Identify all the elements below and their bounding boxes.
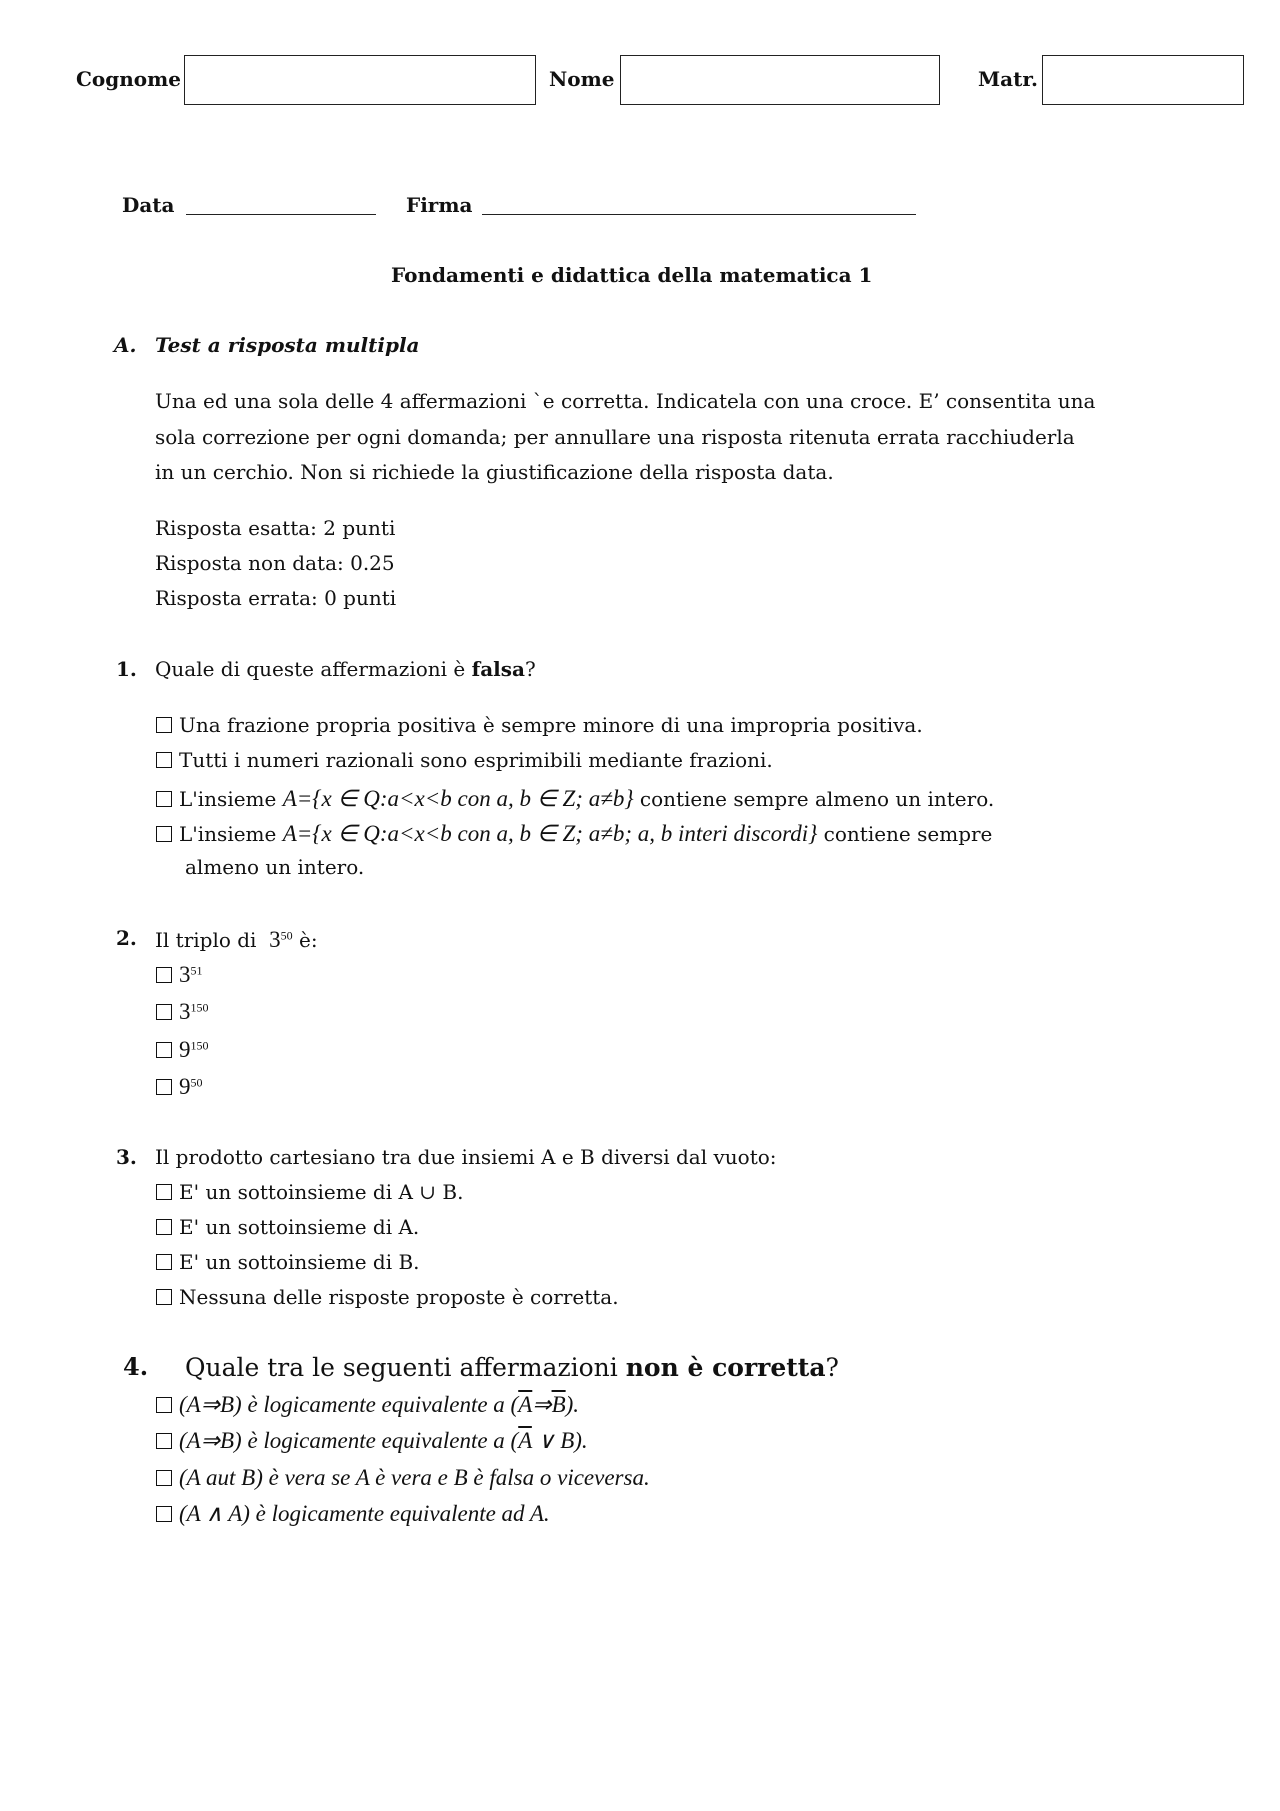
scoring-line: Risposta errata: 0 punti — [155, 586, 397, 610]
q2-option-2[interactable]: $3^{150}$ — [156, 1000, 209, 1023]
matr-field[interactable] — [1042, 55, 1244, 105]
q2-option-1[interactable]: $3^{51}$ — [156, 963, 203, 986]
page-title: Fondamenti e didattica della matematica 1 — [391, 263, 873, 287]
instructions-line: sola correzione per ogni domanda; per annullare una risposta ritenuta errata racchiuderla — [155, 425, 1075, 449]
q2-option-3[interactable]: $9^{150}$ — [156, 1038, 209, 1061]
q1-option-1[interactable]: Una frazione propria positiva è sempre minore di una impropria positiva. — [156, 715, 923, 735]
surname-field[interactable] — [184, 55, 536, 105]
q1-option-4[interactable]: L'insieme A={x ∈ Q:a<x<b con a, b ∈ Z; a≠b; a, b interi discordi} contiene sempre — [156, 822, 992, 845]
checkbox[interactable] — [156, 1506, 172, 1522]
checkbox[interactable] — [156, 1219, 172, 1235]
q3-option-2[interactable]: E' un sottoinsieme di A. — [156, 1217, 419, 1237]
question-2-text: Il triplo di $3^{50}$ è: — [155, 927, 318, 952]
q4-option-4[interactable]: (A ∧ A) è logicamente equivalente ad A. — [156, 1502, 550, 1525]
checkbox[interactable] — [156, 1079, 172, 1095]
question-1-text: Quale di queste affermazioni è falsa? — [155, 657, 536, 681]
question-number: 2. — [116, 926, 137, 950]
set-formula: A={x ∈ Q:a<x<b con a, b ∈ Z; a≠b} — [282, 786, 634, 811]
q3-option-4[interactable]: Nessuna delle risposte proposte è corretta. — [156, 1287, 619, 1307]
signature-line[interactable] — [482, 214, 916, 215]
q2-option-4[interactable]: $9^{50}$ — [156, 1075, 203, 1098]
checkbox[interactable] — [156, 1397, 172, 1413]
scoring-line: Risposta non data: 0.25 — [155, 551, 395, 575]
checkbox[interactable] — [156, 1433, 172, 1449]
question-number: 3. — [116, 1145, 137, 1169]
signature-label: Firma — [406, 193, 473, 217]
q1-option-3[interactable]: L'insieme A={x ∈ Q:a<x<b con a, b ∈ Z; a≠b} contiene sempre almeno un intero. — [156, 787, 994, 810]
checkbox[interactable] — [156, 717, 172, 733]
question-number: 4. — [123, 1352, 149, 1381]
matr-label: Matr. — [978, 67, 1038, 91]
name-label: Nome — [549, 67, 615, 91]
q4-option-2[interactable]: (A⇒B) è logicamente equivalente a ($\overline{A}$ ∨ B). — [156, 1429, 588, 1452]
checkbox[interactable] — [156, 791, 172, 807]
instructions-line: Una ed una sola delle 4 affermazioni `e corretta. Indicatela con una croce. E’ consentita una — [155, 389, 1096, 413]
date-label: Data — [122, 193, 175, 217]
checkbox[interactable] — [156, 1004, 172, 1020]
q1-option-4-continued: almeno un intero. — [185, 855, 365, 879]
checkbox[interactable] — [156, 826, 172, 842]
name-field[interactable] — [620, 55, 940, 105]
q4-option-1[interactable]: (A⇒B) è logicamente equivalente a $(\overline{A}\Rightarrow\overline{B})$. — [156, 1393, 579, 1416]
section-title: Test a risposta multipla — [155, 333, 420, 357]
scoring-line: Risposta esatta: 2 punti — [155, 516, 396, 540]
q3-option-1[interactable]: E' un sottoinsieme di A ∪ B. — [156, 1182, 463, 1202]
checkbox[interactable] — [156, 967, 172, 983]
surname-label: Cognome — [76, 67, 182, 91]
checkbox[interactable] — [156, 1184, 172, 1200]
date-line[interactable] — [186, 214, 376, 215]
checkbox[interactable] — [156, 1042, 172, 1058]
q3-option-3[interactable]: E' un sottoinsieme di B. — [156, 1252, 420, 1272]
section-letter: A. — [114, 333, 137, 357]
question-4-text: Quale tra le seguenti affermazioni non è corretta? — [185, 1353, 839, 1382]
question-3-text: Il prodotto cartesiano tra due insiemi A e B diversi dal vuoto: — [155, 1145, 777, 1169]
q1-option-2[interactable]: Tutti i numeri razionali sono esprimibili mediante frazioni. — [156, 750, 773, 770]
instructions-line: in un cerchio. Non si richiede la giustificazione della risposta data. — [155, 460, 834, 484]
checkbox[interactable] — [156, 1470, 172, 1486]
set-formula: A={x ∈ Q:a<x<b con a, b ∈ Z; a≠b; a, b interi discordi} — [282, 821, 818, 846]
checkbox[interactable] — [156, 1254, 172, 1270]
q4-option-3[interactable]: (A aut B) è vera se A è vera e B è falsa o viceversa. — [156, 1466, 650, 1489]
checkbox[interactable] — [156, 752, 172, 768]
question-number: 1. — [116, 657, 137, 681]
checkbox[interactable] — [156, 1289, 172, 1305]
